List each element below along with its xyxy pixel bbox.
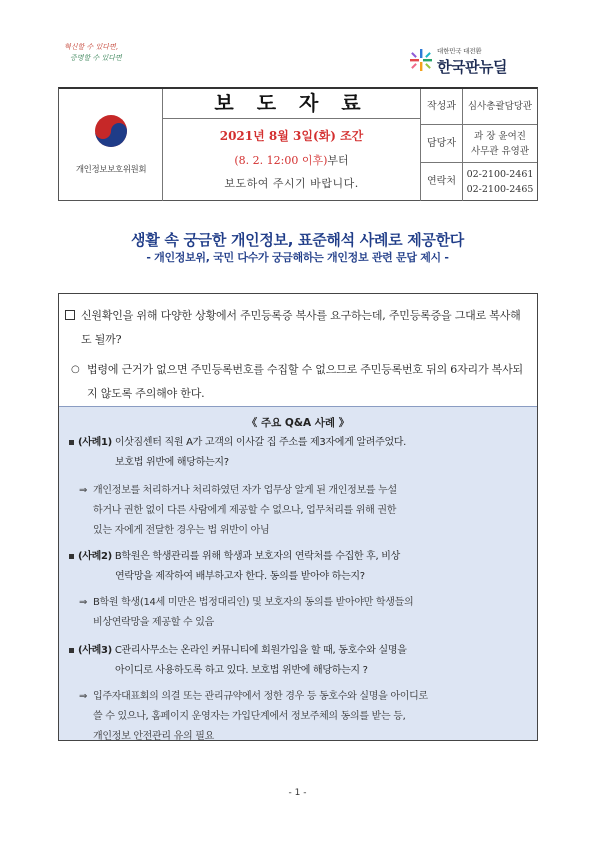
case-answer-line2: 비상연락망을 제공할 수 있음 [93,617,214,628]
embargo-date: 2021년 8월 3일(화) 조간 [219,129,364,143]
case-question-line1: 이삿짐센터 직원 A가 고객의 이사갈 집 주소를 제3자에게 알려주었다. [114,437,407,448]
intro-question: 신원확인을 위해 다양한 상황에서 주민등록증 복사를 요구하는데, 주민등록증을 그대로 복사해도 될까? [81,309,521,346]
case-answer-line1: B학원 학생(14세 미만은 법정대리인) 및 보호자의 동의를 받아야만 학생들의 [93,597,414,608]
case-number: (사례3) [78,645,112,656]
org-name: 개인정보보호위원회 [75,165,147,175]
contact-label: 담당자 [421,125,463,163]
page-number: - 1 - [288,788,307,798]
contact-line1: 과 장 윤여진 [474,131,526,142]
taegeuk-emblem-icon [93,113,129,149]
contact-line2: 사무관 유영관 [470,146,530,157]
org-logo-cell [59,89,163,201]
document-title: 보 도 자 료 [163,89,421,119]
case-question-line2: 보호법 위반에 해당하는지? [115,457,229,468]
case-number: (사례2) [78,551,112,562]
case-answer-line2: 쓸 수 있으나, 홈페이지 운영자는 가입단계에서 정보주체의 동의를 받는 등, [93,711,406,722]
phone-line1: 02-2100-2461 [466,169,534,180]
checkbox-square-icon [65,310,75,320]
new-deal-mark-icon [409,48,433,72]
arrow-icon: ⇒ [79,691,88,702]
new-deal-logo [409,44,539,78]
author-value: 심사총괄담당관 [463,89,537,125]
case-answer-line1: 입주자대표회의 의결 또는 관리규약에서 정한 경우 등 동호수와 실명을 아이디로 [93,691,428,702]
brand-name: 한국판뉴딜 [437,58,507,76]
headline: 생활 속 궁금한 개인정보, 표준해석 사례로 제공한다 [131,231,464,249]
phone-value [463,163,537,201]
intro-answer: 법령에 근거가 없으면 주민등록번호를 수집할 수 없으므로 주민등록번호 뒤의 6자리가 복사되지 않도록 주의해야 한다. [87,363,523,400]
arrow-icon: ⇒ [79,485,88,496]
case-answer [79,481,529,541]
qa-section [59,406,537,740]
arrow-icon: ⇒ [79,597,88,608]
embargo-suffix: 부터 [327,154,349,167]
press-release-header [58,87,538,201]
slogan [64,42,154,64]
embargo-cell [163,119,421,201]
square-bullet-icon [69,554,74,559]
case-question [69,641,529,681]
case-question-line1: C관리사무소는 온라인 커뮤니티에 회원가입을 할 때, 동호수와 실명을 [114,645,407,656]
case-answer-line1: 개인정보를 처리하거나 처리하였던 자가 업무상 알게 된 개인정보를 누설 [93,485,397,496]
slogan-line2: 증명할 수 있다면 [70,54,122,62]
contact-value [463,125,537,163]
brand-tagline: 대한민국 대전환 [437,47,482,55]
case-question [69,433,529,473]
intro-section [59,294,537,406]
subheadline: - 개인정보위, 국민 다수가 궁금해하는 개인정보 관련 문답 제시 - [146,251,449,264]
summary-box [58,293,538,741]
case-question-line2: 연락망을 제작하여 배부하고자 한다. 동의를 받아야 하는지? [115,571,365,582]
author-label: 작성과 [421,89,463,125]
case-answer [79,687,529,747]
phone-line2: 02-2100-2465 [466,184,534,195]
qa-title: 《 주요 Q&A 사례 》 [246,417,350,429]
case-answer-line2: 하거나 권한 없이 다른 사람에게 제공할 수 없으나, 업무처리를 위해 권한 [93,505,397,516]
square-bullet-icon [69,648,74,653]
case-question-line1: B학원은 학생관리를 위해 학생과 보호자의 연락처를 수집한 후, 비상 [114,551,401,562]
case-answer-line3: 개인정보 안전관리 유의 필요 [93,731,214,742]
square-bullet-icon [69,440,74,445]
case-question [69,547,529,587]
circle-bullet-icon: ○ [71,364,80,375]
case-answer [79,593,529,633]
embargo-note: 보도하여 주시기 바랍니다. [224,177,359,190]
case-number: (사례1) [78,437,112,448]
case-answer-line3: 있는 자에게 전달한 경우는 법 위반이 아님 [93,525,270,536]
slogan-line1: 혁신할 수 있다면, [64,43,119,51]
phone-label: 연락처 [421,163,463,201]
case-question-line2: 아이디로 사용하도록 하고 있다. 보호법 위반에 해당하는지 ? [115,665,368,676]
embargo-time: (8. 2. 12:00 이후) [234,154,328,167]
embargo-time-line [163,152,420,168]
